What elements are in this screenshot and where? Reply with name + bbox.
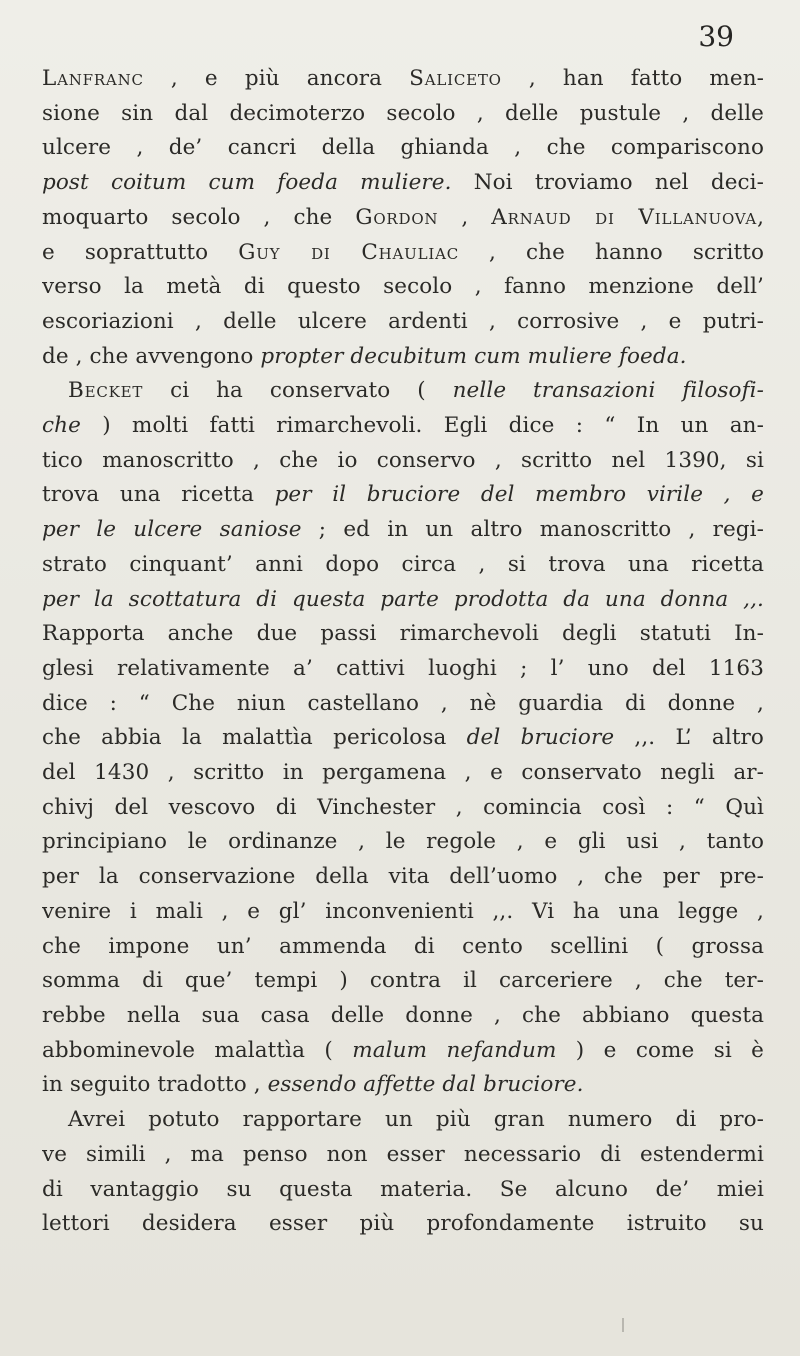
text-run: che abbia la malattìa pericolosa — [42, 725, 467, 751]
italic-phrase: propter decubitum cum muliere foeda. — [260, 343, 687, 369]
text-run: abbominevole malattìa ( — [42, 1037, 353, 1063]
print-mark — [622, 1318, 624, 1332]
text-run: rebbe nella sua casa delle donne , che abbiano questa — [42, 1002, 764, 1028]
text-run: ) e come si è — [556, 1037, 764, 1063]
text-run: dice : “ Che niun castellano , nè guardia di donne , — [42, 690, 764, 716]
body-text — [42, 62, 764, 1242]
page-number: 39 — [698, 20, 734, 53]
text-line — [42, 236, 764, 271]
text-line — [42, 131, 764, 166]
italic-phrase: nelle transazioni filosofi- — [452, 378, 764, 404]
italic-phrase: che — [42, 413, 81, 439]
text-run: sione sin dal decimoterzo secolo , delle pustule , delle — [42, 100, 764, 126]
text-line — [42, 513, 764, 548]
text-line — [42, 1138, 764, 1173]
text-line — [42, 340, 764, 375]
text-line — [42, 825, 764, 860]
text-run: venire i mali , e gl’ inconvenienti ,,. Vi ha una legge , — [42, 898, 764, 924]
text-run: per la conservazione della vita dell’uomo , che per pre- — [42, 864, 764, 890]
text-run: de , che avvengono — [42, 343, 261, 369]
text-run: ulcere , de’ cancri della ghianda , che compariscono — [42, 135, 764, 161]
text-run: ve simili , ma penso non esser necessario di estendermi — [42, 1141, 764, 1167]
text-run: che impone un’ ammenda di cento scellini ( grossa — [42, 933, 764, 959]
text-run: principiano le ordinanze , le regole , e gli usi , tanto — [42, 829, 764, 855]
text-run: ci ha conservato ( — [143, 378, 453, 404]
text-run: Noi troviamo nel deci- — [451, 170, 764, 196]
proper-name: Arnaud di Villanuova — [491, 204, 758, 230]
text-run: tico manoscritto , che io conservo , scritto nel 1390, si — [42, 447, 764, 473]
text-run: moquarto secolo , che — [42, 204, 356, 230]
text-run: , — [757, 204, 764, 230]
text-run: di vantaggio su questa materia. Se alcuno de’ miei — [42, 1176, 764, 1202]
text-line — [42, 1068, 764, 1103]
italic-phrase: malum nefandum — [352, 1037, 557, 1063]
text-run: in seguito tradotto , — [42, 1072, 268, 1098]
text-line — [42, 201, 764, 236]
italic-phrase: essendo affette dal bruciore. — [267, 1072, 584, 1098]
proper-name: Gordon — [355, 204, 439, 230]
text-run: del 1430 , scritto in pergamena , e conservato negli ar- — [42, 760, 764, 786]
text-line — [42, 756, 764, 791]
text-line — [42, 62, 764, 97]
text-run: Rapporta anche due passi rimarchevoli degli statuti In- — [42, 621, 764, 647]
text-run: glesi relativamente a’ cattivi luoghi ; l’ uno del 1163 — [42, 655, 764, 681]
text-run: ; ed in un altro manoscritto , regi- — [301, 517, 764, 543]
text-line — [42, 617, 764, 652]
text-run: , — [438, 204, 492, 230]
text-line — [42, 478, 764, 513]
text-line — [42, 652, 764, 687]
text-line — [42, 374, 764, 409]
italic-phrase: per la scottatura di questa parte prodotta da una donna ,,. — [42, 586, 764, 612]
text-line — [42, 444, 764, 479]
text-line — [42, 1034, 764, 1069]
proper-name: Saliceto — [409, 66, 502, 91]
text-run: escoriazioni , delle ulcere ardenti , corrosive , e putri- — [42, 308, 764, 334]
text-line — [42, 1103, 764, 1138]
text-run: verso la metà di questo secolo , fanno menzione dell’ — [42, 274, 764, 300]
italic-phrase: del bruciore — [466, 725, 615, 751]
italic-phrase: per le ulcere saniose — [42, 517, 302, 543]
text-run: , e più ancora — [143, 66, 410, 91]
text-run: , che hanno scritto — [459, 239, 764, 265]
text-line — [42, 166, 764, 201]
text-line — [42, 1173, 764, 1208]
text-line — [42, 721, 764, 756]
text-run: , han fatto men- — [501, 66, 764, 91]
text-line — [42, 999, 764, 1034]
text-run: strato cinquant’ anni dopo circa , si trova una ricetta — [42, 551, 764, 577]
text-line — [42, 930, 764, 965]
text-run: e soprattutto — [42, 239, 239, 265]
text-line — [42, 548, 764, 583]
text-run: lettori desidera esser più profondamente istruito su — [42, 1211, 764, 1237]
text-line — [42, 895, 764, 930]
italic-phrase: post coitum cum foeda muliere. — [42, 170, 452, 196]
text-line — [42, 687, 764, 722]
text-line — [42, 583, 764, 618]
text-line — [42, 270, 764, 305]
proper-name: Becket — [68, 378, 144, 404]
text-line — [42, 97, 764, 132]
text-run: Avrei potuto rapportare un più gran numero di pro- — [68, 1107, 764, 1133]
text-run: ,,. L’ altro — [614, 725, 764, 751]
italic-phrase: per il bruciore del membro virile , e — [274, 482, 764, 508]
text-line — [42, 409, 764, 444]
proper-name: Lanfranc — [42, 66, 144, 91]
text-run: somma di que’ tempi ) contra il carceriere , che ter- — [42, 968, 764, 994]
text-line — [42, 860, 764, 895]
text-line — [42, 964, 764, 999]
text-run: trova una ricetta — [42, 482, 275, 508]
text-run: ) molti fatti rimarchevoli. Egli dice : “ In un an- — [80, 413, 764, 439]
text-line — [42, 1207, 764, 1242]
proper-name: Guy di Chauliac — [238, 239, 459, 265]
text-line — [42, 791, 764, 826]
text-run: chivj del vescovo di Vinchester , comincia così : “ Quì — [42, 794, 764, 820]
text-line — [42, 305, 764, 340]
